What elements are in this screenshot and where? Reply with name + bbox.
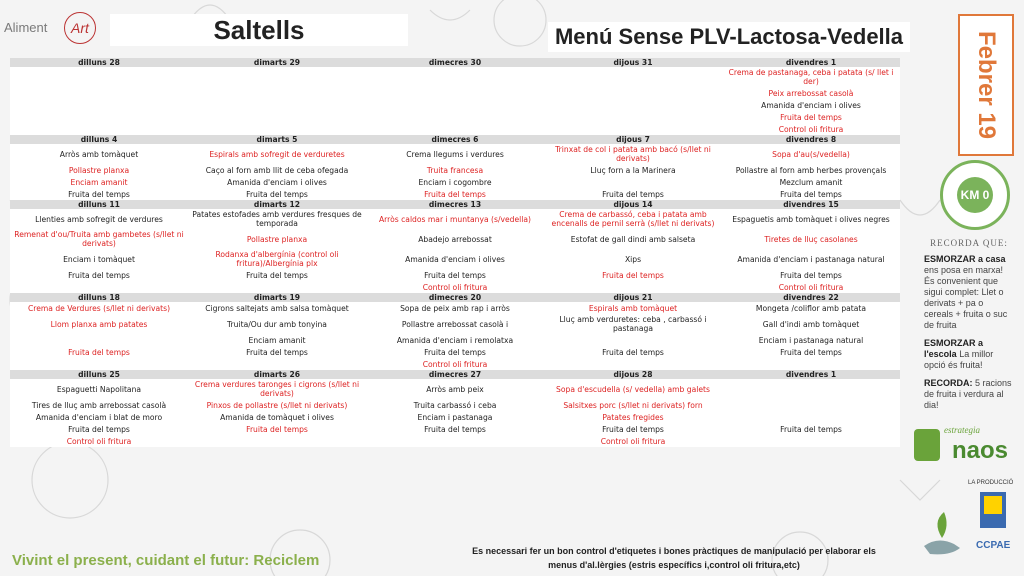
- menu-cell: [188, 67, 366, 87]
- hands-plant-icon: [920, 508, 964, 558]
- menu-cell: Fruita del temps: [246, 424, 308, 434]
- menu-row: [10, 334, 900, 346]
- day-header: dimarts 5: [188, 135, 366, 144]
- menu-row: [10, 435, 900, 447]
- reminder-heading: RECORDA QUE:: [930, 238, 1008, 248]
- menu-row: [10, 358, 900, 370]
- menu-cell: [188, 281, 366, 293]
- day-header: divendres 1: [722, 370, 900, 379]
- logo-text: Aliment: [4, 20, 48, 35]
- menu-cell: [188, 99, 366, 111]
- menu-cell: Patates estofades amb verdures fresques de temporada: [192, 210, 362, 228]
- menu-row: [10, 144, 900, 164]
- ccpae-inner-square-icon: [984, 496, 1002, 514]
- menu-title: Menú Sense PLV-Lactosa-Vedella: [548, 22, 910, 52]
- menu-cell: Fruita del temps: [246, 270, 308, 280]
- menu-cell: Fruita del temps: [68, 189, 130, 199]
- day-header: dijous 7: [544, 135, 722, 144]
- menu-cell: [722, 379, 900, 399]
- menu-cell: [544, 99, 722, 111]
- day-header: dilluns 18: [10, 293, 188, 302]
- menu-cell: Fruita del temps: [602, 189, 664, 199]
- menu-cell: [188, 123, 366, 135]
- menu-cell: Control oli fritura: [422, 282, 488, 292]
- menu-cell: [544, 176, 722, 188]
- menu-cell: [10, 358, 188, 370]
- menu-cell: Trinxat de col i patata amb bacó (s/llet ni derivats): [555, 145, 711, 163]
- day-header: dilluns 25: [10, 370, 188, 379]
- menu-cell: Enciam i cogombre: [418, 177, 492, 187]
- menu-cell: [722, 435, 900, 447]
- day-header-row: [10, 200, 900, 209]
- menu-cell: Fruita del temps: [424, 270, 486, 280]
- day-header: dimecres 30: [366, 58, 544, 67]
- menu-cell: Fruita del temps: [780, 112, 842, 122]
- reminder-item: ESMORZAR a casa ens posa en marxa! És convenient que sigui complet: Llet o derivats + pa o cereals + fruita o suc de fruita: [924, 254, 1008, 330]
- menu-cell: Control oli fritura: [422, 359, 488, 369]
- day-header: dijous 28: [544, 370, 722, 379]
- menu-cell: Amanida d'enciam i olives: [761, 100, 861, 110]
- menu-cell: Amanida d'enciam i pastanaga natural: [737, 254, 885, 264]
- menu-row: [10, 123, 900, 135]
- menu-row: [10, 346, 900, 358]
- menu-cell: Fruita del temps: [246, 347, 308, 357]
- menu-cell: Fruita del temps: [780, 189, 842, 199]
- menu-cell: Control oli fritura: [778, 124, 844, 134]
- menu-row: [10, 399, 900, 411]
- menu-row: [10, 379, 900, 399]
- menu-cell: [722, 411, 900, 423]
- menu-cell: Enciam amanit: [248, 335, 306, 345]
- day-header: dijous 31: [544, 58, 722, 67]
- menu-cell: Abadejo arrebossat: [418, 234, 492, 244]
- menu-cell: Arròs amb peix: [426, 384, 484, 394]
- ccpae-name: CCPAE: [976, 540, 1011, 551]
- km0-label: KM 0: [957, 177, 993, 213]
- logo-circle-text: Art: [64, 12, 96, 44]
- menu-cell: [366, 67, 544, 87]
- menu-cell: Control oli fritura: [778, 282, 844, 292]
- menu-cell: Estofat de gall dindi amb salseta: [570, 234, 696, 244]
- menu-cell: Mezclum amanit: [779, 177, 843, 187]
- menu-cell: Patates fregides: [602, 412, 664, 422]
- menu-cell: Rodanxa d'albergínia (control oli fritura)/Albergínia plx: [215, 250, 339, 268]
- menu-cell: Amanida d'enciam i blat de moro: [35, 412, 163, 422]
- menu-cell: Pollastre arrebossat casolà i: [401, 319, 509, 329]
- menu-cell: [366, 87, 544, 99]
- menu-cell: Fruita del temps: [602, 424, 664, 434]
- menu-cell: Amanida d'enciam i remolatxa: [396, 335, 514, 345]
- menu-cell: [188, 87, 366, 99]
- menu-cell: Gall d'indi amb tomàquet: [762, 319, 860, 329]
- menu-cell: Amanida d'enciam i olives: [227, 177, 327, 187]
- menu-cell: Salsitxes porc (s/llet ni derivats) forn: [563, 400, 703, 410]
- menu-cell: Fruita del temps: [780, 424, 842, 434]
- menu-cell: Enciam i pastanaga: [417, 412, 493, 422]
- menu-cell: Control oli fritura: [600, 436, 666, 446]
- menu-cell: [722, 399, 900, 411]
- menu-cell: Fruita del temps: [602, 270, 664, 280]
- menu-cell: Pollastre al forn amb herbes provençals: [735, 165, 887, 175]
- menu-table: [10, 58, 900, 447]
- naos-top-text: estrategia: [944, 425, 980, 435]
- naos-name: naos: [952, 437, 1009, 464]
- menu-cell: [366, 123, 544, 135]
- menu-row: [10, 411, 900, 423]
- day-header: dimecres 20: [366, 293, 544, 302]
- menu-cell: [10, 87, 188, 99]
- menu-cell: Fruita del temps: [424, 189, 486, 199]
- menu-cell: [366, 99, 544, 111]
- menu-row: [10, 176, 900, 188]
- menu-row: [10, 229, 900, 249]
- menu-cell: [188, 435, 366, 447]
- menu-cell: Sopa d'escudella (s/ vedella) amb galets: [556, 384, 710, 394]
- menu-cell: [722, 358, 900, 370]
- menu-cell: [544, 281, 722, 293]
- menu-cell: [366, 435, 544, 447]
- menu-row: [10, 281, 900, 293]
- menu-cell: Truita/Ou dur amb tonyina: [227, 319, 327, 329]
- day-header-row: [10, 135, 900, 144]
- menu-cell: [366, 111, 544, 123]
- km0-seal-icon: [940, 160, 1010, 230]
- naos-logo: [912, 425, 1012, 465]
- day-header: dimarts 26: [188, 370, 366, 379]
- menu-cell: Crema de Verdures (s/llet ni derivats): [27, 303, 171, 313]
- menu-cell: Lluç forn a la Marinera: [590, 165, 676, 175]
- menu-row: [10, 269, 900, 281]
- menu-cell: Fruita del temps: [780, 270, 842, 280]
- day-header: dimecres 27: [366, 370, 544, 379]
- day-header: dimarts 12: [188, 200, 366, 209]
- reminder-item: RECORDA: 5 racions de fruita i verdura al dia!: [924, 378, 1012, 410]
- menu-cell: [544, 67, 722, 87]
- menu-cell: Peix arrebossat casolà: [768, 88, 854, 98]
- day-header: dimarts 19: [188, 293, 366, 302]
- day-header: dilluns 11: [10, 200, 188, 209]
- menu-cell: Truita carbassó i ceba: [413, 400, 497, 410]
- menu-cell: Truita francesa: [426, 165, 484, 175]
- recycle-slogan: Vivint el present, cuidant el futur: Reciclem: [12, 552, 320, 569]
- reminder-sidebar: [924, 238, 1014, 418]
- day-header: dilluns 28: [10, 58, 188, 67]
- menu-cell: Remenat d'ou/Truita amb gambetes (s/llet ni derivats): [14, 230, 184, 248]
- menu-cell: Fruita del temps: [780, 347, 842, 357]
- menu-cell: Arròs amb tomàquet: [59, 149, 139, 159]
- menu-row: [10, 209, 900, 229]
- menu-cell: Fruita del temps: [68, 270, 130, 280]
- menu-cell: Espirals amb tomàquet: [588, 303, 678, 313]
- menu-cell: Crema de carbassó, ceba i patata amb encenalls de pernil serrà (s/llet ni derivats): [551, 210, 715, 228]
- menu-row: [10, 302, 900, 314]
- day-header: dimecres 13: [366, 200, 544, 209]
- menu-cell: Fruita del temps: [246, 189, 308, 199]
- menu-cell: Espirals amb sofregit de verduretes: [209, 149, 345, 159]
- menu-row: [10, 423, 900, 435]
- menu-row: [10, 249, 900, 269]
- menu-cell: Fruita del temps: [602, 347, 664, 357]
- menu-cell: [544, 334, 722, 346]
- allergy-note: Es necessari fer un bon control d'etiquetes i bones pràctiques de manipulació per elaborar els menus d'al.lèrgies (estris específics i,control oli fritura,etc): [472, 546, 876, 570]
- menu-cell: Pollastre planxa: [246, 234, 308, 244]
- menu-cell: Fruita del temps: [68, 347, 130, 357]
- menu-cell: Fruita del temps: [424, 347, 486, 357]
- menu-cell: Llenties amb sofregit de verdures: [35, 214, 163, 224]
- menu-cell: Fruita del temps: [424, 424, 486, 434]
- menu-cell: Enciam i tomàquet: [63, 254, 135, 264]
- day-header-row: [10, 58, 900, 67]
- day-header: divendres 22: [722, 293, 900, 302]
- day-header: divendres 15: [722, 200, 900, 209]
- naos-figure-icon: [914, 429, 940, 461]
- month-label: Febrer 19: [973, 30, 1000, 140]
- menu-cell: Espaguetis amb tomàquet i olives negres: [732, 214, 890, 224]
- menu-row: [10, 111, 900, 123]
- ccpae-logo: [968, 478, 1018, 570]
- menu-cell: Pollastre planxa: [68, 165, 130, 175]
- menu-cell: Crema verdures taronges i cigrons (s/llet ni derivats): [194, 380, 360, 398]
- menu-cell: Tires de lluç amb arrebossat casolà: [31, 400, 167, 410]
- menu-cell: Crema llegums i verdures: [406, 149, 504, 159]
- menu-row: [10, 314, 900, 334]
- month-box: [958, 14, 1014, 156]
- menu-row: [10, 188, 900, 200]
- menu-cell: Sopa d'au(s/vedella): [772, 149, 850, 159]
- menu-cell: [10, 111, 188, 123]
- menu-cell: Tiretes de lluç casolanes: [764, 234, 858, 244]
- school-title: Saltells: [110, 14, 408, 46]
- menu-cell: Fruita del temps: [68, 424, 130, 434]
- menu-cell: [10, 67, 188, 87]
- menu-cell: [10, 281, 188, 293]
- menu-row: [10, 67, 900, 87]
- menu-cell: Sopa de peix amb rap i arròs: [400, 303, 510, 313]
- alimentart-logo: [4, 16, 104, 46]
- menu-cell: [544, 123, 722, 135]
- menu-cell: [544, 358, 722, 370]
- menu-cell: Caço al forn amb llit de ceba ofegada: [205, 165, 349, 175]
- reminder-item: ESMORZAR a l'escola La millor opció és fruita!: [924, 338, 994, 370]
- menu-cell: Espaguetti Napolitana: [56, 384, 142, 394]
- menu-cell: Pinxos de pollastre (s/llet ni derivats): [206, 400, 348, 410]
- menu-cell: Enciam amanit: [70, 177, 128, 187]
- menu-row: [10, 99, 900, 111]
- menu-cell: Xips: [624, 254, 642, 264]
- menu-row: [10, 87, 900, 99]
- day-header: dijous 14: [544, 200, 722, 209]
- menu-cell: [10, 99, 188, 111]
- day-header: divendres 1: [722, 58, 900, 67]
- day-header: dijous 21: [544, 293, 722, 302]
- menu-row: [10, 164, 900, 176]
- menu-cell: Cigrons saltejats amb salsa tomàquet: [205, 303, 349, 313]
- menu-cell: Enciam i pastanaga natural: [758, 335, 864, 345]
- menu-cell: Llom planxa amb patates: [50, 319, 148, 329]
- menu-cell: Lluç amb verduretes: ceba , carbassó i pastanaga: [559, 315, 707, 333]
- ccpae-top-text: LA PRODUCCIÓ: [968, 480, 1014, 486]
- day-header-row: [10, 293, 900, 302]
- menu-cell: [544, 87, 722, 99]
- menu-cell: [544, 111, 722, 123]
- menu-cell: Crema de pastanaga, ceba i patata (s/ llet i der): [728, 68, 894, 86]
- menu-cell: [188, 111, 366, 123]
- day-header: divendres 8: [722, 135, 900, 144]
- day-header: dimecres 6: [366, 135, 544, 144]
- day-header-row: [10, 370, 900, 379]
- menu-cell: Mongeta /coliflor amb patata: [755, 303, 867, 313]
- menu-cell: Amanida de tomàquet i olives: [220, 412, 334, 422]
- day-header: dilluns 4: [10, 135, 188, 144]
- day-header: dimarts 29: [188, 58, 366, 67]
- menu-cell: Amanida d'enciam i olives: [405, 254, 505, 264]
- menu-cell: [10, 123, 188, 135]
- menu-cell: Arròs caldos mar i muntanya (s/vedella): [378, 214, 532, 224]
- menu-cell: [10, 334, 188, 346]
- menu-cell: [188, 358, 366, 370]
- menu-cell: Control oli fritura: [66, 436, 132, 446]
